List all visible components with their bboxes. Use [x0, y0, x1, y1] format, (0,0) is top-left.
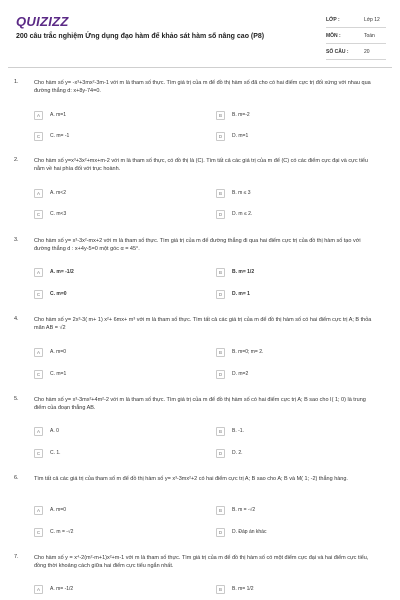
- question-text: Tìm tất cả các giá trị của tham số m để đồ thị hàm số y= x³-3mx²+2 có hai điểm cực trị A; B sao cho A; B và M( 1; -2) thẳng hàng.: [34, 476, 348, 482]
- option-d[interactable]: [216, 369, 248, 379]
- meta-label: SỐ CÂU :: [326, 48, 349, 55]
- option-d[interactable]: [216, 209, 252, 219]
- option-letter: A: [34, 111, 43, 120]
- option-b[interactable]: [216, 267, 254, 277]
- option-b[interactable]: [216, 110, 250, 120]
- option-text: A. m=0: [50, 349, 66, 355]
- meta-value: 20: [364, 48, 370, 55]
- option-letter: B: [216, 585, 225, 594]
- option-text: B. -1.: [232, 428, 244, 434]
- option-text: B. m = -√2: [232, 507, 256, 513]
- option-text: C. 1.: [50, 450, 61, 456]
- option-text: A. m=1: [50, 112, 66, 118]
- question-number: 2.: [14, 157, 19, 163]
- option-letter: C: [34, 370, 43, 379]
- option-d[interactable]: [216, 131, 248, 141]
- option-text: A. m= -1/2: [50, 269, 74, 275]
- option-letter: B: [216, 506, 225, 515]
- option-text: D. Đáp án khác: [232, 529, 267, 535]
- meta-row-count: [326, 44, 386, 60]
- option-b[interactable]: [216, 426, 244, 436]
- option-b[interactable]: [216, 188, 251, 198]
- question-text: Cho hàm số y= 2x³-3( m+ 1) x²+ 6mx+ m³ với m là tham số thực. Tìm tất cả các giá trị của m để đồ thị hàm số có hai điểm cực trị A; B thỏa mãn AB = √2: [34, 317, 372, 331]
- option-letter: B: [216, 348, 225, 357]
- option-text: D. m=2: [232, 371, 249, 377]
- option-letter: C: [34, 132, 43, 141]
- option-a[interactable]: [34, 505, 66, 515]
- option-text: C. m = -√2: [50, 529, 74, 535]
- quizizz-logo: QUIZIZZ: [16, 14, 69, 29]
- option-a[interactable]: [34, 347, 66, 357]
- question-number: 6.: [14, 475, 19, 481]
- option-letter: C: [34, 210, 43, 219]
- option-text: D. m ≤ 2.: [232, 211, 253, 217]
- option-letter: D: [216, 528, 225, 537]
- option-c[interactable]: [34, 527, 73, 537]
- option-text: D. m=1: [232, 133, 249, 139]
- option-text: D. m= 1: [232, 291, 250, 297]
- meta-value: Lớp 12: [364, 16, 380, 23]
- option-a[interactable]: [34, 110, 66, 120]
- option-letter: D: [216, 290, 225, 299]
- question-number: 3.: [14, 237, 19, 243]
- option-a[interactable]: [34, 426, 59, 436]
- option-text: C. m=0: [50, 291, 67, 297]
- option-a[interactable]: [34, 188, 66, 198]
- option-letter: B: [216, 111, 225, 120]
- question-text: Cho hàm số y= -x³+3mx²-3m-1 với m là tham số thực. Tìm giá trị của m để đồ thị hàm số đã cho có hai điểm cực trị đối xứng với nhau qua đường thẳng d: x+8y-74=0.: [34, 80, 371, 94]
- option-d[interactable]: [216, 289, 250, 299]
- option-c[interactable]: [34, 448, 61, 458]
- question-text: Cho hàm số y= x³-3x²-mx+2 với m là tham số thực. Tìm giá trị của m để đường thẳng đi qua hai điểm cực trị của đồ thị hàm số tạo với đường thẳng d : x+4y-5=0 một góc α = 45°.: [34, 238, 361, 252]
- option-text: C. m<3: [50, 211, 67, 217]
- option-text: C. m=1: [50, 371, 67, 377]
- option-a[interactable]: [34, 584, 73, 594]
- header-divider: [8, 67, 392, 68]
- option-letter: A: [34, 268, 43, 277]
- option-d[interactable]: [216, 527, 266, 537]
- question-number: 4.: [14, 316, 19, 322]
- question-number: 1.: [14, 79, 19, 85]
- option-text: C. m= -1: [50, 133, 70, 139]
- option-text: A. m<2: [50, 190, 66, 196]
- option-b[interactable]: [216, 347, 263, 357]
- option-text: B. m=-2: [232, 112, 250, 118]
- option-text: A. 0: [50, 428, 59, 434]
- option-c[interactable]: [34, 289, 67, 299]
- question-text: Cho hàm số y= x³-3mx²+4m²-2 với m là tham số thực. Tìm giá trị của m để đồ thị hàm số có hai điểm cực trị A; B sao cho I( 1; 0) là trung điểm của đoạn thẳng AB.: [34, 397, 366, 411]
- option-text: A. m= -1/2: [50, 586, 74, 592]
- option-b[interactable]: [216, 505, 255, 515]
- question-number: 7.: [14, 554, 19, 560]
- meta-row-subject: [326, 28, 386, 44]
- question-text: Cho hàm số y=x³+3x²+mx+m-2 với m là tham số thực, có đồ thị là (C). Tìm tất cả các giá trị của m để (C) có các điểm cực đại và cực tiểu nằm về hai phía đối với trục hoành.: [34, 158, 368, 172]
- meta-row-class: [326, 12, 386, 28]
- option-letter: D: [216, 210, 225, 219]
- meta-table: [326, 12, 386, 60]
- question-text: Cho hàm số y = x⁴-2(m²-m+1)x²+m-1 với m là tham số thực. Tìm giá trị của m để đồ thị hàm số có một điểm cực đại và hai điểm cực tiểu, đồng thời khoảng cách giữa hai điểm cực tiểu ngắn nhất.: [34, 555, 369, 569]
- option-text: A. m=0: [50, 507, 66, 513]
- option-a[interactable]: [34, 267, 74, 277]
- meta-label: LỚP :: [326, 16, 340, 23]
- option-text: B. m= 1/2: [232, 586, 254, 592]
- option-letter: A: [34, 585, 43, 594]
- option-b[interactable]: [216, 584, 254, 594]
- question-number: 5.: [14, 396, 19, 402]
- meta-label: MÔN :: [326, 32, 341, 39]
- option-letter: D: [216, 370, 225, 379]
- meta-value: Toán: [364, 32, 375, 39]
- option-letter: A: [34, 506, 43, 515]
- option-letter: B: [216, 189, 225, 198]
- option-text: B. m= 1/2: [232, 269, 255, 275]
- option-text: D. 2.: [232, 450, 243, 456]
- option-c[interactable]: [34, 131, 69, 141]
- option-letter: C: [34, 528, 43, 537]
- page-header: [0, 0, 400, 62]
- option-c[interactable]: [34, 209, 66, 219]
- option-letter: C: [34, 290, 43, 299]
- option-letter: D: [216, 449, 225, 458]
- option-letter: B: [216, 427, 225, 436]
- option-c[interactable]: [34, 369, 66, 379]
- option-letter: A: [34, 427, 43, 436]
- option-d[interactable]: [216, 448, 243, 458]
- option-letter: B: [216, 268, 225, 277]
- option-letter: D: [216, 132, 225, 141]
- option-text: B. m ≤ 3: [232, 190, 251, 196]
- document-title: 200 câu trắc nghiệm Ứng dụng đạo hàm để khảo sát hàm số nâng cao (P8): [16, 33, 265, 40]
- option-letter: A: [34, 348, 43, 357]
- option-letter: A: [34, 189, 43, 198]
- option-text: B. m=0; m= 2.: [232, 349, 264, 355]
- option-letter: C: [34, 449, 43, 458]
